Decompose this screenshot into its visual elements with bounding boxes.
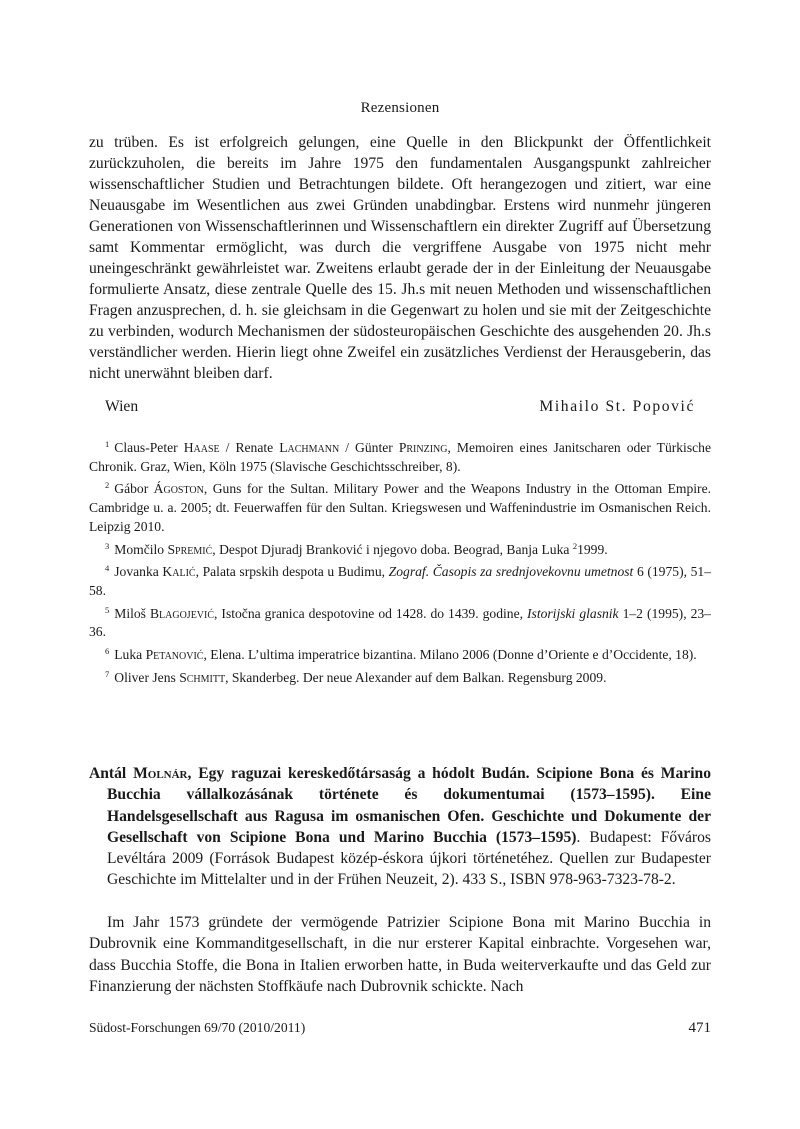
footnote-number: 1 (105, 439, 110, 449)
footnote-text: Luka (114, 647, 146, 663)
journal-title: Istorijski glasnik (527, 605, 619, 621)
footnote-text: Claus-Peter (114, 440, 184, 455)
footnote-text: / Günter (339, 440, 399, 455)
signature-author: Mihailo St. Popović (539, 398, 695, 415)
footnote-text: , Istočna granica despotovine od 1428. do 1439. godine, (214, 605, 527, 621)
footnote-text: 6 (1975), 51–58. (89, 564, 711, 598)
bibliographic-entry (89, 763, 711, 891)
footnote-text: Momčilo (114, 541, 168, 557)
review-book-title: , Egy raguzai kereskedőtársaság a hódolt Budán. Scipione Bona és Marino Bucchia vállalkozásának története és dokumentumai (1573–1595). Eine Handelsgesellschaft aus Ragusa im osmanischen Ofen. Geschichte und Dokumente der Gesellschaft von Scipione Bona und Marino Bucchia (1573–1595) (107, 765, 711, 846)
footnote-number: 2 (105, 480, 110, 491)
footnote-text: Jovanka (114, 564, 163, 580)
author-surname: Haase (183, 440, 220, 455)
review-publication-info: . Budapest: Főváros Levéltára 2009 (Források Budapest közép-éskora újkori történetéhez. Quellen zur Budapester Geschichte im Mittelalter und in der Frühen Neuzeit, 2). 433 S., ISBN 978-963-7323-78-2. (107, 828, 711, 889)
author-surname: Blagojević (149, 605, 215, 621)
footnote-text: 1–2 (1995), 23–36. (89, 605, 711, 640)
footnote-6 (89, 642, 711, 665)
footnote-5 (89, 601, 711, 642)
review-author-last: Molnár (133, 765, 188, 782)
footnote-number: 5 (105, 604, 110, 615)
footnote-number: 6 (105, 646, 110, 657)
footnote-text: / Renate (219, 440, 280, 455)
review-heading (89, 763, 711, 891)
footnote-number: 3 (105, 540, 110, 551)
footnote-text: , Guns for the Sultan. Military Power and the Weapons Industry in the Ottoman Empire. Cambridge u. a. 2005; dt. Feuerwaffen für den Sultan. Kriegswesen und Waffenindustrie im Osmanischen Reich. Leipzig 2010. (89, 481, 711, 534)
footnote-text: , Memoiren eines Janitscharen oder Türkische Chronik. Graz, Wien, Köln 1975 (Slavische Geschichtsschreiber, 8). (89, 440, 711, 474)
footnote-text: , Palata srpskih despota u Budimu, (195, 564, 389, 580)
review-body (89, 912, 711, 997)
footnote-7 (89, 665, 711, 688)
review-paragraph: Im Jahr 1573 gründete der vermögende Patrizier Scipione Bona mit Marino Bucchia in Dubrovnik eine Kommanditgesellschaft, in die nur ersterer Kapital einbrachte. Vorgesehen war, dass Bucchia Stoffe, die Bona in Italien erworben hatte, in Buda weiterverkaufte und das Geld zur Finanzierung der nächsten Stoffkäufe nach Dubrovnik schickte. Nach (89, 914, 711, 995)
footnote-text: Oliver Jens (114, 669, 180, 685)
review-author-first: Antál (89, 765, 134, 782)
page-number: 471 (688, 1020, 711, 1036)
signature-place: Wien (105, 398, 139, 415)
footnote-4 (89, 559, 711, 600)
journal-page (89, 0, 711, 1129)
footnote-text: , Skanderbeg. Der neue Alexander auf dem Balkan. Regensburg 2009. (225, 669, 607, 685)
author-surname: Spremić (167, 541, 213, 557)
footnote-3 (89, 537, 711, 560)
running-head: Rezensionen (360, 100, 440, 116)
journal-citation: Südost-Forschungen 69/70 (2010/2011) (89, 1020, 306, 1035)
footnote-number: 4 (105, 563, 110, 574)
footnote-text: 2 (572, 540, 578, 551)
author-surname: Kalić (162, 564, 196, 580)
review-signature (105, 398, 695, 420)
author-surname: Ágoston (153, 481, 204, 497)
footnotes (89, 435, 711, 687)
author-surname: Petanović (145, 647, 204, 663)
footnote-text: Miloš (114, 605, 150, 621)
footnote-text: , Despot Djuradj Branković i njegovo doba. Beograd, Banja Luka (212, 541, 573, 557)
footnote-text: , Elena. L’ultima imperatrice bizantina. Milano 2006 (Donne d’Oriente e d’Occidente, 18). (203, 647, 697, 663)
footnote-text: 1999. (577, 541, 608, 557)
footnote-number: 7 (105, 668, 110, 679)
review-conclusion (89, 132, 711, 384)
journal-title: Zograf. Časopis za srednjovekovnu umetnost (388, 564, 634, 580)
paragraph: zu trüben. Es ist erfolgreich gelungen, eine Quelle in den Blickpunkt der Öffentlichkeit zurückzuholen, die bereits im Jahre 1975 den fundamentalen Ausgangspunkt zahlreicher wissenschaftlicher Studien und Betrachtungen bildete. Oft herangezogen und zitiert, war eine Neuausgabe im Wesentlichen aus zwei Gründen unabdingbar. Erstens wird nunmehr jüngeren Generationen von Wissenschaftlerinnen und Wissenschaftlern ein direkter Zugriff auf Übersetzung samt Kommentar ermöglicht, was durch die vergriffene Ausgabe von 1975 nicht mehr uneingeschränkt gewährleistet war. Zweitens erlaubt gerade der in der Einleitung der Neuausgabe formulierte Ansatz, diese zentrale Quelle des 15. Jh.s mit neuen Methoden und wissenschaftlichen Fragen anzusprechen, d. h. sie gleichsam in die Gegenwart zu holen und sie mit der Zeitgeschichte zu verbinden, wodurch Mechanismen der südosteuropäischen Geschichte des ausgehenden 20. Jh.s verständlicher werden. Hierin liegt ohne Zweifel ein zusätzliches Verdienst der Herausgeberin, das nicht unerwähnt bleiben darf. (89, 134, 711, 382)
footnote-2 (89, 476, 711, 536)
author-surname: Schmitt (179, 669, 226, 685)
author-surname: Prinzing (398, 440, 448, 455)
author-surname: Lachmann (279, 440, 340, 455)
footnote-1 (89, 435, 711, 476)
footnote-text: Gábor (114, 481, 154, 497)
page-footer (89, 1020, 711, 1040)
